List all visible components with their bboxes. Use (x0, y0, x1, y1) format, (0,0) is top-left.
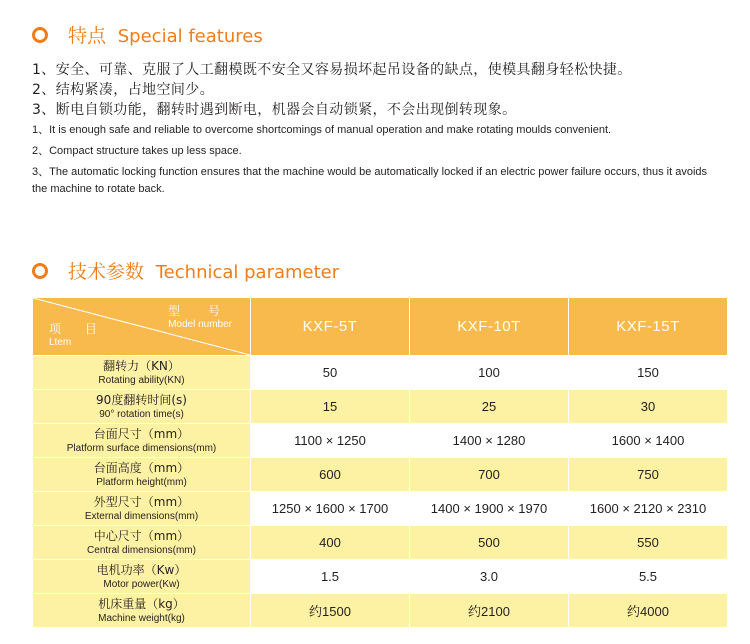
circle-bullet-icon (32, 263, 48, 279)
value-cell: 3.0 (410, 560, 569, 594)
table-row (33, 560, 728, 594)
feature-en-1: 1、It is enough safe and reliable to overcome shortcomings of manual operation and make rotating moulds convenient. (32, 124, 612, 136)
value-cell: 600 (251, 458, 410, 492)
technical-heading-zh: 技术参数 (68, 261, 145, 283)
value-cell: 25 (410, 390, 569, 424)
row-label-zh: 中心尺寸（mm） (93, 528, 190, 543)
value-cell: 400 (251, 526, 410, 560)
row-label-en: 90° rotation time(s) (99, 408, 184, 420)
corner-model-zh: 型 号 (168, 304, 232, 318)
row-label-cell (33, 526, 251, 560)
table-row (33, 526, 728, 560)
table-row (33, 594, 728, 628)
row-label-cell (33, 560, 251, 594)
row-label-en: External dimensions(mm) (84, 510, 199, 522)
value-cell: 5.5 (569, 560, 728, 594)
row-label-en: Platform height(mm) (96, 476, 187, 488)
row-label-cell (33, 356, 251, 390)
row-label-cell (33, 594, 251, 628)
row-label-zh: 翻转力（KN） (103, 358, 180, 373)
value-cell: 550 (569, 526, 728, 560)
technical-heading (32, 257, 339, 284)
value-cell: 100 (410, 356, 569, 390)
feature-zh-1: 1、安全、可靠、克服了人工翻模既不安全又容易损坏起吊设备的缺点，使模具翻身轻松快捷。 (32, 62, 632, 78)
corner-item-label (49, 322, 107, 349)
row-label-zh: 外型尺寸（mm） (93, 494, 190, 509)
value-cell: 1400 × 1280 (410, 424, 569, 458)
value-cell: 1.5 (251, 560, 410, 594)
technical-heading-en: Technical parameter (155, 262, 340, 283)
value-cell: 1250 × 1600 × 1700 (251, 492, 410, 526)
corner-model-label (168, 304, 232, 331)
row-label-zh: 电机功率（Kw） (96, 562, 187, 577)
value-cell: 1600 × 2120 × 2310 (569, 492, 728, 526)
value-cell: 500 (410, 526, 569, 560)
table-row (33, 356, 728, 390)
feature-zh-3: 3、断电自锁功能，翻转时遇到断电，机器会自动锁紧，不会出现倒转现象。 (32, 102, 517, 118)
row-label-zh: 台面尺寸（mm） (93, 426, 190, 441)
value-cell: 约1500 (251, 594, 410, 628)
features-list (32, 60, 732, 198)
model-header: KXF-15T (569, 298, 728, 356)
row-label-en: Platform surface dimensions(mm) (66, 442, 217, 454)
value-cell: 约2100 (410, 594, 569, 628)
row-label-en: Central dimensions(mm) (87, 544, 196, 556)
table-header-row (33, 298, 728, 356)
table-row (33, 390, 728, 424)
value-cell: 1400 × 1900 × 1970 (410, 492, 569, 526)
model-header: KXF-5T (251, 298, 410, 356)
value-cell: 30 (569, 390, 728, 424)
value-cell: 1100 × 1250 (251, 424, 410, 458)
header-corner-cell (33, 298, 251, 356)
value-cell: 700 (410, 458, 569, 492)
row-label-zh: 90度翻转时间(s) (96, 392, 187, 407)
table-row (33, 492, 728, 526)
feature-en-3: 3、The automatic locking function ensures that the machine would be automatically locked if an electric power failure occurs, thus it avoids the machine to rotate back. (32, 166, 708, 195)
row-label-zh: 机床重量（kg） (98, 596, 185, 611)
features-heading-zh: 特点 (68, 25, 107, 47)
value-cell: 1600 × 1400 (569, 424, 728, 458)
row-label-en: Rotating ability(KN) (98, 374, 185, 386)
value-cell: 150 (569, 356, 728, 390)
parameter-table (32, 297, 728, 628)
table-row (33, 424, 728, 458)
row-label-cell (33, 390, 251, 424)
value-cell: 约4000 (569, 594, 728, 628)
table-row (33, 458, 728, 492)
corner-item-en: Ltem (49, 337, 72, 348)
row-label-cell (33, 424, 251, 458)
feature-zh-2: 2、结构紧凑，占地空间少。 (32, 82, 215, 98)
corner-model-en: Model number (168, 319, 232, 330)
row-label-cell (33, 458, 251, 492)
circle-bullet-icon (32, 27, 48, 43)
row-label-en: Machine weight(kg) (98, 612, 185, 624)
value-cell: 750 (569, 458, 728, 492)
row-label-cell (33, 492, 251, 526)
corner-item-zh: 项 目 (49, 322, 107, 336)
features-heading (32, 21, 263, 48)
model-header: KXF-10T (410, 298, 569, 356)
row-label-en: Motor power(Kw) (103, 578, 180, 590)
value-cell: 50 (251, 356, 410, 390)
features-heading-en: Special features (117, 26, 263, 47)
row-label-zh: 台面高度（mm） (93, 460, 190, 475)
feature-en-2: 2、Compact structure takes up less space. (32, 145, 242, 157)
value-cell: 15 (251, 390, 410, 424)
